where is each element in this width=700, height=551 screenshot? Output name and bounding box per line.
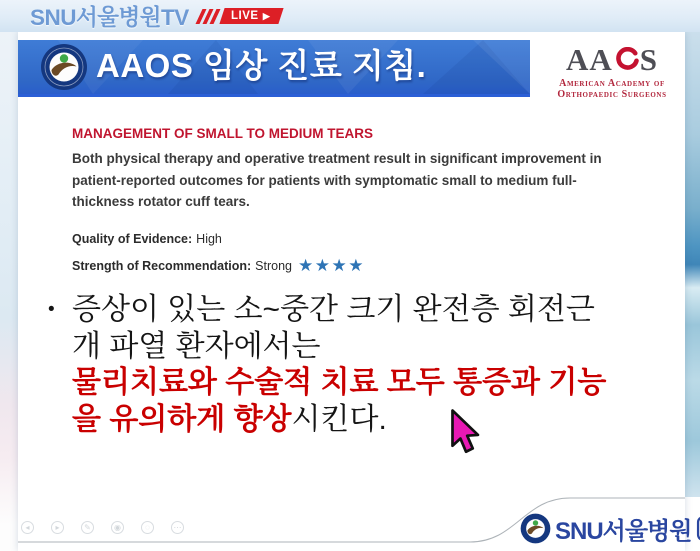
guideline-body-line: thickness rotator cuff tears. — [72, 194, 250, 209]
guideline-body — [72, 148, 672, 213]
aaos-swirl-o-icon — [614, 45, 639, 70]
quality-of-evidence-row — [72, 232, 672, 246]
bullet-marker: • — [48, 299, 55, 320]
live-label: LIVE — [230, 10, 259, 22]
previous-slide-button[interactable] — [21, 521, 34, 534]
strength-label: Strength of Recommendation: — [72, 258, 252, 273]
footer-logo-text: SNU서울병원 — [555, 518, 692, 545]
next-slide-icon: ▸ — [55, 523, 60, 532]
pen-icon: ✎ — [84, 523, 91, 532]
korean-text-emphasis: 물리치료와 수술적 치료 모두 통증과 기능 — [72, 366, 607, 399]
korean-text: 개 파열 환자에서는 — [72, 329, 321, 363]
footer-logo — [520, 511, 700, 546]
guideline-heading: MANAGEMENT OF SMALL TO MEDIUM TEARS — [72, 126, 373, 141]
slide — [18, 32, 692, 551]
hospital-seal-icon — [696, 515, 700, 542]
zoom-button[interactable] — [141, 521, 154, 534]
aaos-acronym — [538, 43, 686, 76]
korean-summary — [48, 292, 678, 438]
slide-title: AAOS 임상 진료 지침. — [96, 47, 427, 84]
rating-stars-icon: ★★★★ — [298, 255, 365, 275]
strength-value: Strong — [255, 258, 293, 273]
korean-text: 증상이 있는 소~중간 크기 완전층 회전근 — [72, 293, 595, 326]
channel-logo: SNU서울병원TV — [30, 5, 189, 30]
guideline-body-line: patient-reported outcomes for patients with symptomatic small to medium full- — [72, 172, 577, 188]
aaos-logo — [538, 43, 686, 100]
aaos-subtitle — [538, 78, 686, 100]
korean-line-1 — [48, 292, 678, 329]
pen-button[interactable] — [81, 521, 94, 534]
next-slide-button[interactable] — [51, 521, 64, 534]
korean-line-2 — [48, 329, 678, 366]
snu-hospital-emblem-icon — [40, 43, 88, 91]
korean-text-emphasis: 을 유의하게 향상 — [72, 402, 292, 436]
broadcast-header — [0, 0, 700, 32]
guideline-block — [72, 126, 672, 275]
quality-value: High — [196, 231, 222, 246]
backdrop-right — [685, 32, 700, 497]
laser-pointer-button[interactable] — [111, 521, 124, 534]
aaos-subtitle-line1: American Academy of — [559, 78, 665, 89]
live-stripes-icon — [199, 9, 220, 24]
more-options-icon: ⋯ — [173, 523, 182, 532]
quality-label: Quality of Evidence: — [72, 231, 193, 246]
strength-of-recommendation-row — [72, 255, 672, 275]
slide-title-band — [18, 40, 530, 97]
previous-slide-icon: ◂ — [25, 523, 30, 532]
mouse-cursor-icon — [448, 409, 484, 457]
aaos-letters-aa: AA — [565, 42, 613, 77]
korean-line-4 — [48, 402, 678, 439]
aaos-letter-s: S — [639, 42, 659, 77]
laser-pointer-icon: ◉ — [114, 523, 121, 532]
more-options-button[interactable] — [171, 521, 184, 534]
live-badge — [219, 8, 283, 24]
korean-text: 시킨다. — [291, 402, 387, 436]
guideline-body-line: Both physical therapy and operative treatment result in significant improvement in — [72, 151, 602, 166]
snu-hospital-emblem-icon — [520, 513, 551, 544]
play-icon: ▶ — [262, 10, 270, 21]
presenter-toolbar — [21, 521, 184, 534]
zoom-icon: ◌ — [145, 523, 150, 532]
korean-line-3 — [48, 365, 678, 402]
backdrop-left — [0, 32, 18, 551]
aaos-subtitle-line2: Orthopaedic Surgeons — [557, 89, 667, 100]
